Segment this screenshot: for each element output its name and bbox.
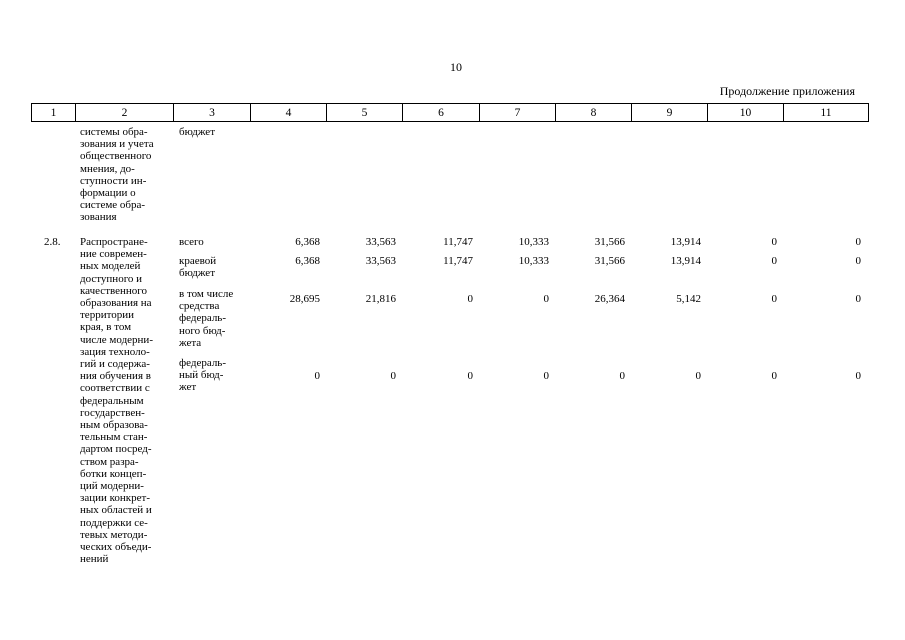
value-cell: 5,142 [676,293,701,305]
value-cell: 0 [771,370,777,382]
value-cell: 10,333 [518,236,549,248]
value-cell: 21,816 [365,293,396,305]
row-number: 2.8. [44,236,61,248]
col-header-3: 3 [174,104,251,122]
source-label-federal-funds: в том числе средства федераль- ного бюд- жета [179,288,234,349]
value-cell: 0 [771,236,777,248]
col-header-10: 10 [708,104,784,122]
source-label-total: всего [179,236,204,248]
col-header-7: 7 [480,104,556,122]
value-cell: 6,368 [295,255,320,267]
value-cell: 0 [314,370,320,382]
source-label-federal: федераль- ный бюд- жет [179,357,226,394]
source-label-regional: краевой бюджет [179,255,217,280]
value-cell: 0 [695,370,701,382]
value-cell: 0 [771,255,777,267]
page-number: 10 [450,60,462,74]
value-cell: 13,914 [670,255,701,267]
value-cell: 0 [543,370,549,382]
prev-row-description: системы обра- зования и учета общественного мнения, до- ступности ин- формации о системе обра- зования [80,126,154,224]
value-cell: 0 [771,293,777,305]
value-cell: 0 [619,370,625,382]
value-cell: 33,563 [365,255,396,267]
col-header-9: 9 [632,104,708,122]
value-cell: 13,914 [670,236,701,248]
value-cell: 10,333 [518,255,549,267]
value-cell: 0 [855,370,861,382]
col-header-6: 6 [403,104,480,122]
value-cell: 0 [543,293,549,305]
column-header-row [31,103,869,122]
value-cell: 26,364 [594,293,625,305]
col-header-8: 8 [556,104,632,122]
value-cell: 0 [855,236,861,248]
value-cell: 28,695 [289,293,320,305]
row-description: Распростране- ние современ- ных моделей доступного и качественного образования на территории края, в том числе модерни- зация техноло- гий и содержа- ния обучения в соответствии с федеральным государствен- ным образова- тельным стан- дартом посред- ством разра- ботки концеп- ций модерни- зации конкрет- ных областей и поддержки се- тевых методи- ческих объеди- нений [80,236,153,566]
col-header-5: 5 [327,104,403,122]
value-cell: 0 [390,370,396,382]
prev-row-source: бюджет [179,126,215,138]
value-cell: 0 [855,293,861,305]
value-cell: 0 [855,255,861,267]
col-header-11: 11 [784,104,869,122]
value-cell: 31,566 [594,255,625,267]
col-header-4: 4 [251,104,327,122]
col-header-2: 2 [76,104,174,122]
continuation-label: Продолжение приложения [719,84,855,98]
value-cell: 0 [467,370,473,382]
value-cell: 6,368 [295,236,320,248]
value-cell: 11,747 [443,236,473,248]
value-cell: 11,747 [443,255,473,267]
value-cell: 0 [467,293,473,305]
value-cell: 33,563 [365,236,396,248]
col-header-1: 1 [32,104,76,122]
value-cell: 31,566 [594,236,625,248]
